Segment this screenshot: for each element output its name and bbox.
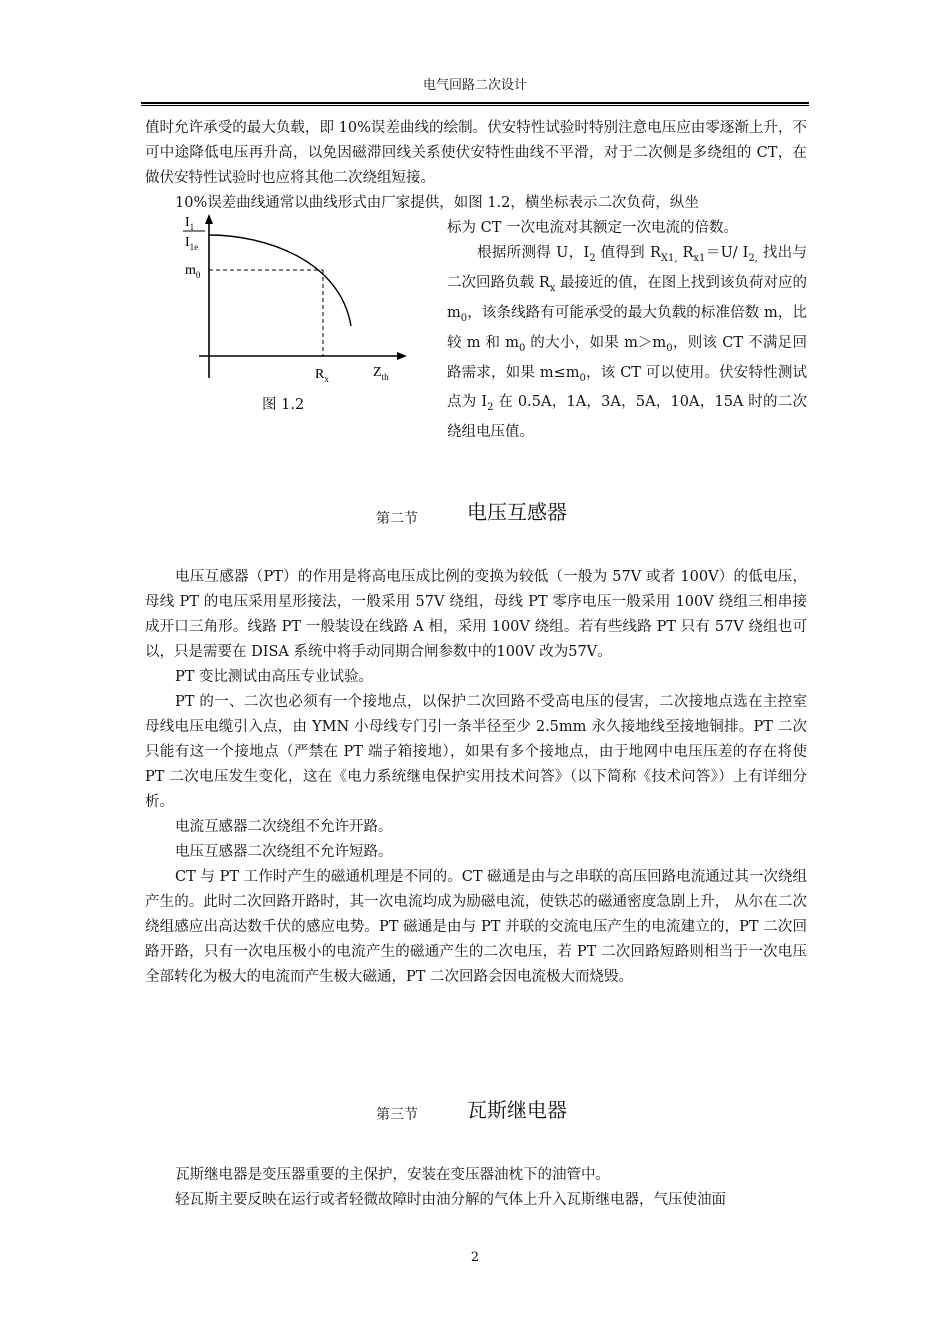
section-3-number: 第三节 [376,1107,418,1123]
section-2-paragraph: 电压互感器（PT）的作用是将高电压成比例的变换为较低（一般为 57V 或者 100V）的低电压，母线 PT 的电压采用星形接法，一般采用 57V 绕组，母线 PT 零序电压一般采用 100V 绕组三相串接成开口三角形。线路 PT 一般装设在线路 A 相，采用 100V 绕组。若有些线路 PT 只有 57V 绕组也可以，只是需要在 DISA 系统中将手动同期合闸参数中的100V 改为57V。 [145,569,807,660]
error-curve [209,235,351,326]
section-2-title: 电压互感器 [467,500,567,524]
intro-paragraph-3: 根据所测得 U，$I_2$ 值得到 $R_{X1,}$ $R_{x1}=U/$ $I_{2,}$ 找出与二次回路负载 $R_x$ 最接近的值，在图上找到该负荷对应的 $m_0$，该条线路有可能承受的最大负载的标准倍数 m，比较 m 和 $m_0$ 的大小，如果 $m>m_0$，则该 CT 不满足回路需求，如果 $m\le m_0$，该 CT 可以使用。伏安特性测试点为 $I_2$ 在 0.5A，1A，3A，5A，10A，15A 时的二次绕组电压值。 [447,245,808,441]
rx-label: $R_x$ [315,367,329,384]
section-2-paragraph: CT 与 PT 工作时产生的磁通机理是不同的。CT 磁通是由与之串联的高压回路电流通过其一次绕组产生的。此时二次回路开路时，其一次电流均成为励磁电流，使铁芯的磁通密度急剧上升， 从尔在二次绕组感应出高达数千伏的感应电势。PT 磁通是由与 PT 并联的交流电压产生的电流建立的，PT 二次回路开路，只有一次电压极小的电流产生的磁通产生的二次电压，若 PT 二次回路短路则相当于一次电压全部转化为极大的电流而产生极大磁通，PT 二次回路会因电流极大而烧毁。 [145,869,807,985]
intro-paragraph-2b: 标为 CT 一次电流对其额定一次电流的倍数。 [447,220,738,236]
y-label-denominator: $I_{1e}$ [185,235,199,252]
section-2-paragraph: 电流互感器二次绕组不允许开路。 [175,819,393,835]
intro-paragraph-2a: 10%误差曲线通常以曲线形式由厂家提供，如图 1.2，横坐标表示二次负荷，纵坐 [175,195,699,211]
header-rule-thin [141,105,809,106]
y-axis-arrow [205,214,213,224]
x-axis-arrow [397,352,407,360]
zth-label: $Z_{th}$ [373,365,389,382]
section-3-paragraph: 瓦斯继电器是变压器重要的主保护，安装在变压器油枕下的油管中。 [175,1167,610,1183]
section-3-paragraph: 轻瓦斯主要反映在运行或者轻微故障时由油分解的气体上升入瓦斯继电器，气压使油面 [175,1192,726,1208]
y-label-numerator: $I_1$ [185,215,195,232]
error-curve-svg [175,210,415,400]
figure-caption: 图 1.2 [262,397,305,413]
figure-10-percent-error-curve [175,210,415,400]
section-3-title: 瓦斯继电器 [467,1098,567,1122]
section-2-paragraph: PT 的一、二次也必须有一个接地点，以保护二次回路不受高电压的侵害，二次接地点选在主控室母线电压电缆引入点，由 YMN 小母线专门引一条半径至少 2.5mm 永久接地线至接地铜排。PT 二次只能有这一个接地点（严禁在 PT 端子箱接地），如果有多个接地点，由于地网中电压压差的存在将使 PT 二次电压发生变化，这在《电力系统继电保护实用技术问答》（以下简称《技术问答》）上有详细分析。 [145,694,807,810]
section-2-paragraph: 电压互感器二次绕组不允许短路。 [175,844,393,860]
section-2-paragraph: PT 变比测试由高压专业试验。 [175,669,374,685]
intro-paragraph-1: 值时允许承受的最大负载，即 10%误差曲线的绘制。伏安特性试验时特别注意电压应由零逐渐上升，不可中途降低电压再升高，以免因磁滞回线关系使伏安特性曲线不平滑，对于二次侧是多绕组的 CT，在做伏安特性试验时也应将其他二次绕组短接。 [145,120,807,186]
section-2-number: 第二节 [376,511,418,527]
m0-label: $m_0$ [185,263,201,280]
page-header: 电气回路二次设计 [422,78,527,93]
header-rule [141,102,809,104]
page-number: 2 [470,1250,480,1265]
